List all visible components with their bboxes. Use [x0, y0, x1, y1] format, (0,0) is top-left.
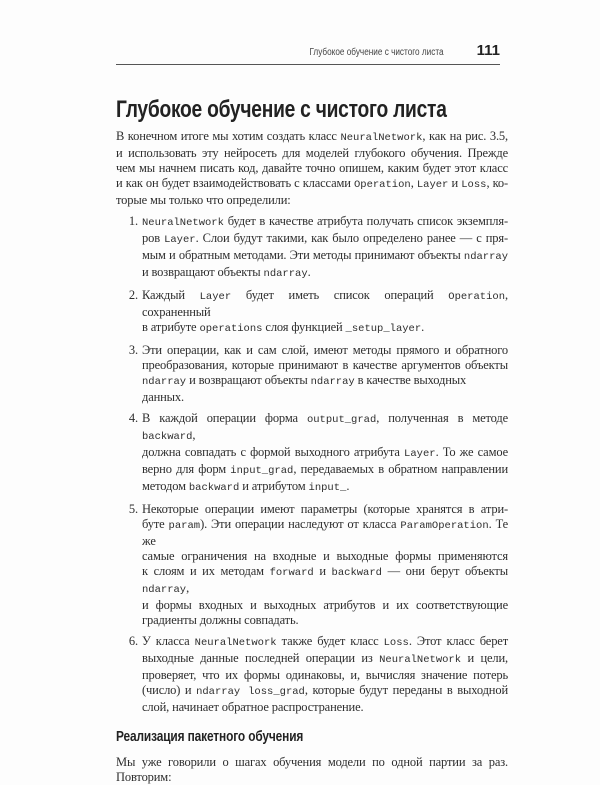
code-span: param [168, 520, 201, 532]
text-span: градиенты должны совпадать. [142, 613, 299, 627]
text-span: и атрибутом [239, 479, 309, 493]
code-span: NeuralNetwork [194, 637, 277, 649]
text-span: в атрибуте [142, 320, 200, 334]
code-span: backward [188, 482, 240, 494]
text-line [116, 129, 508, 146]
text-span: проверяет, что их формы одинаковы, и, вычисляя значение потерь [142, 668, 508, 682]
text-span: , полученная в методе [376, 411, 508, 425]
text-span: верно для форм [142, 462, 231, 476]
list-number: 4. [128, 411, 138, 425]
text-span: . Этот класс берет [408, 634, 509, 648]
running-title: Глубокое обучение с чистого листа [309, 47, 444, 58]
running-header [116, 44, 500, 65]
code-span: backward [142, 431, 193, 443]
text-line [142, 214, 508, 231]
code-span: Layer [416, 179, 449, 191]
text-line [142, 265, 508, 282]
page-body [116, 129, 508, 785]
list-item-text [142, 502, 508, 628]
code-span: Layer [404, 448, 436, 460]
text-span: Эти операции, как и сам слой, имеют методы прямого и обратного [142, 343, 508, 357]
text-span: и цели, [461, 651, 509, 665]
text-span: будет в качестве атрибута получать список экземпля- [223, 214, 508, 228]
text-span: и [448, 176, 462, 190]
code-span: Layer [164, 234, 196, 246]
text-line [142, 651, 508, 668]
text-span: мым и обратным методами. Эти методы принимают объекты [142, 248, 464, 262]
intro-paragraph [116, 129, 508, 208]
text-span: , [410, 176, 417, 190]
text-span: Некоторые операции имеют параметры (которые хранятся в атри- [142, 502, 508, 516]
text-line [142, 700, 508, 715]
text-span: , которые будут переданы в выходной [304, 683, 508, 697]
text-span: В каждой операции форма [142, 411, 307, 425]
text-span: слоя функцией [262, 320, 346, 334]
list-number: 3. [128, 343, 138, 357]
text-span: и возвращают объекты [186, 373, 311, 387]
text-line [116, 146, 508, 161]
text-span: слой, начинает обратное распространение. [142, 700, 364, 714]
text-line [142, 517, 508, 549]
text-span: буте [142, 517, 169, 531]
text-span: . Те же [142, 517, 508, 548]
code-span: ndarray [142, 584, 187, 596]
text-span: , [192, 428, 196, 442]
text-span: . То же самое [435, 445, 508, 459]
text-line [142, 248, 508, 265]
list-item [116, 502, 508, 628]
code-span: backward [331, 567, 382, 579]
text-span: В конечном итоге мы хотим создать класс [116, 129, 341, 143]
text-line [142, 598, 508, 613]
text-line [142, 343, 508, 358]
list-item [116, 214, 508, 282]
list-item [116, 343, 508, 405]
list-number: 2. [128, 288, 138, 302]
text-line [142, 373, 508, 405]
text-line [116, 161, 508, 176]
text-line [142, 668, 508, 683]
list-item [116, 288, 508, 337]
code-span: ndarray [263, 268, 308, 280]
text-span: . [421, 320, 425, 334]
list-item-text [142, 214, 508, 282]
text-line [142, 502, 508, 517]
text-span: Мы уже говорили о шагах обучения модели по одной партии за раз. [116, 755, 508, 769]
numbered-list [116, 214, 508, 715]
code-span: forward [269, 567, 314, 579]
text-span: , [186, 581, 190, 595]
list-number: 1. [128, 214, 138, 228]
code-span: Loss [383, 637, 409, 649]
section-title: Глубокое обучение с чистого листа [116, 96, 447, 123]
code-span: input_ [308, 482, 347, 494]
text-span: . Слои будут такими, как было определено ранее — с пря- [195, 231, 508, 245]
text-span: . [307, 265, 311, 279]
code-span: operations [199, 323, 263, 335]
list-item [116, 411, 508, 496]
code-span: ndarray [310, 376, 355, 388]
text-span: , сохраненный [142, 288, 508, 319]
text-span: и использовать эту нейросеть для моделей глубокого обучения. Прежде [116, 146, 508, 160]
list-number: 5. [128, 502, 138, 516]
text-line [142, 634, 508, 651]
text-line [116, 176, 508, 193]
text-span: Каждый [142, 288, 200, 302]
text-span: будет иметь список операций [231, 288, 449, 302]
list-number: 6. [128, 634, 138, 648]
text-line [142, 479, 508, 496]
code-span: ndarray loss_grad [196, 686, 305, 698]
code-span: NeuralNetwork [379, 654, 462, 666]
page-number: 111 [476, 42, 500, 59]
text-span: , как на рис. 3.5, [422, 129, 508, 143]
text-line [116, 193, 508, 208]
text-span: преобразования, которые принимают в качестве аргументов объекты [142, 358, 508, 372]
text-line [142, 320, 508, 337]
list-item [116, 634, 508, 715]
list-item-text [142, 411, 508, 496]
list-item-text [142, 343, 508, 405]
text-span: — они берут объекты [381, 564, 508, 578]
code-span: Operation [448, 291, 505, 303]
text-line [142, 613, 508, 628]
text-span: и [313, 564, 332, 578]
text-span: в качестве выходных данных. [142, 373, 467, 404]
text-span: ров [142, 231, 165, 245]
code-span: output_grad [306, 414, 377, 426]
text-span: , ко- [486, 176, 509, 190]
code-span: ndarray [142, 376, 187, 388]
text-span: . [346, 479, 350, 493]
text-span: должна совпадать с формой выходного атрибута [142, 445, 405, 459]
code-span: Operation [353, 179, 411, 191]
list-item-text [142, 634, 508, 715]
text-span: чем мы начнем писать код, давайте точно опишем, каким будет этот класс [116, 161, 508, 175]
text-line [142, 549, 508, 564]
text-line [142, 231, 508, 248]
text-line [142, 462, 508, 479]
code-span: Layer [199, 291, 232, 303]
text-span: к слоям и их методам [142, 564, 270, 578]
code-span: NeuralNetwork [142, 217, 224, 229]
text-span: и возвращают объекты [142, 265, 264, 279]
code-span: Loss [461, 179, 487, 191]
outro-paragraph [116, 755, 508, 785]
text-span: У класса [142, 634, 195, 648]
text-span: (число) и [142, 683, 197, 697]
text-span: выходные данные последней операции из [142, 651, 380, 665]
text-span: и как он будет взаимодействовать с классами [116, 176, 354, 190]
code-span: ndarray [463, 251, 508, 263]
text-span: также будет класс [276, 634, 384, 648]
text-line [142, 358, 508, 373]
text-line [142, 445, 508, 462]
text-line [142, 288, 508, 320]
text-span: , передаваемых в обратном направлении [293, 462, 509, 476]
text-span: методом [142, 479, 189, 493]
text-span: торые мы только что определили: [116, 193, 291, 207]
subsection-heading: Реализация пакетного обучения [116, 729, 304, 745]
text-line [116, 770, 508, 785]
text-span: и формы входных и выходных атрибутов и их соответствующие [142, 598, 508, 612]
list-item-text [142, 288, 508, 337]
text-line [142, 564, 508, 598]
code-span: _setup_layer [345, 323, 422, 335]
code-span: ParamOperation [400, 520, 489, 532]
text-span: Повторим: [116, 770, 172, 784]
code-span: NeuralNetwork [340, 132, 423, 144]
text-span: ). Эти операции наследуют от класса [200, 517, 401, 531]
text-line [116, 755, 508, 770]
text-span: самые ограничения на входные и выходные формы применяются [142, 549, 508, 563]
code-span: input_grad [230, 465, 294, 477]
text-line [142, 411, 508, 445]
text-line [142, 683, 508, 700]
